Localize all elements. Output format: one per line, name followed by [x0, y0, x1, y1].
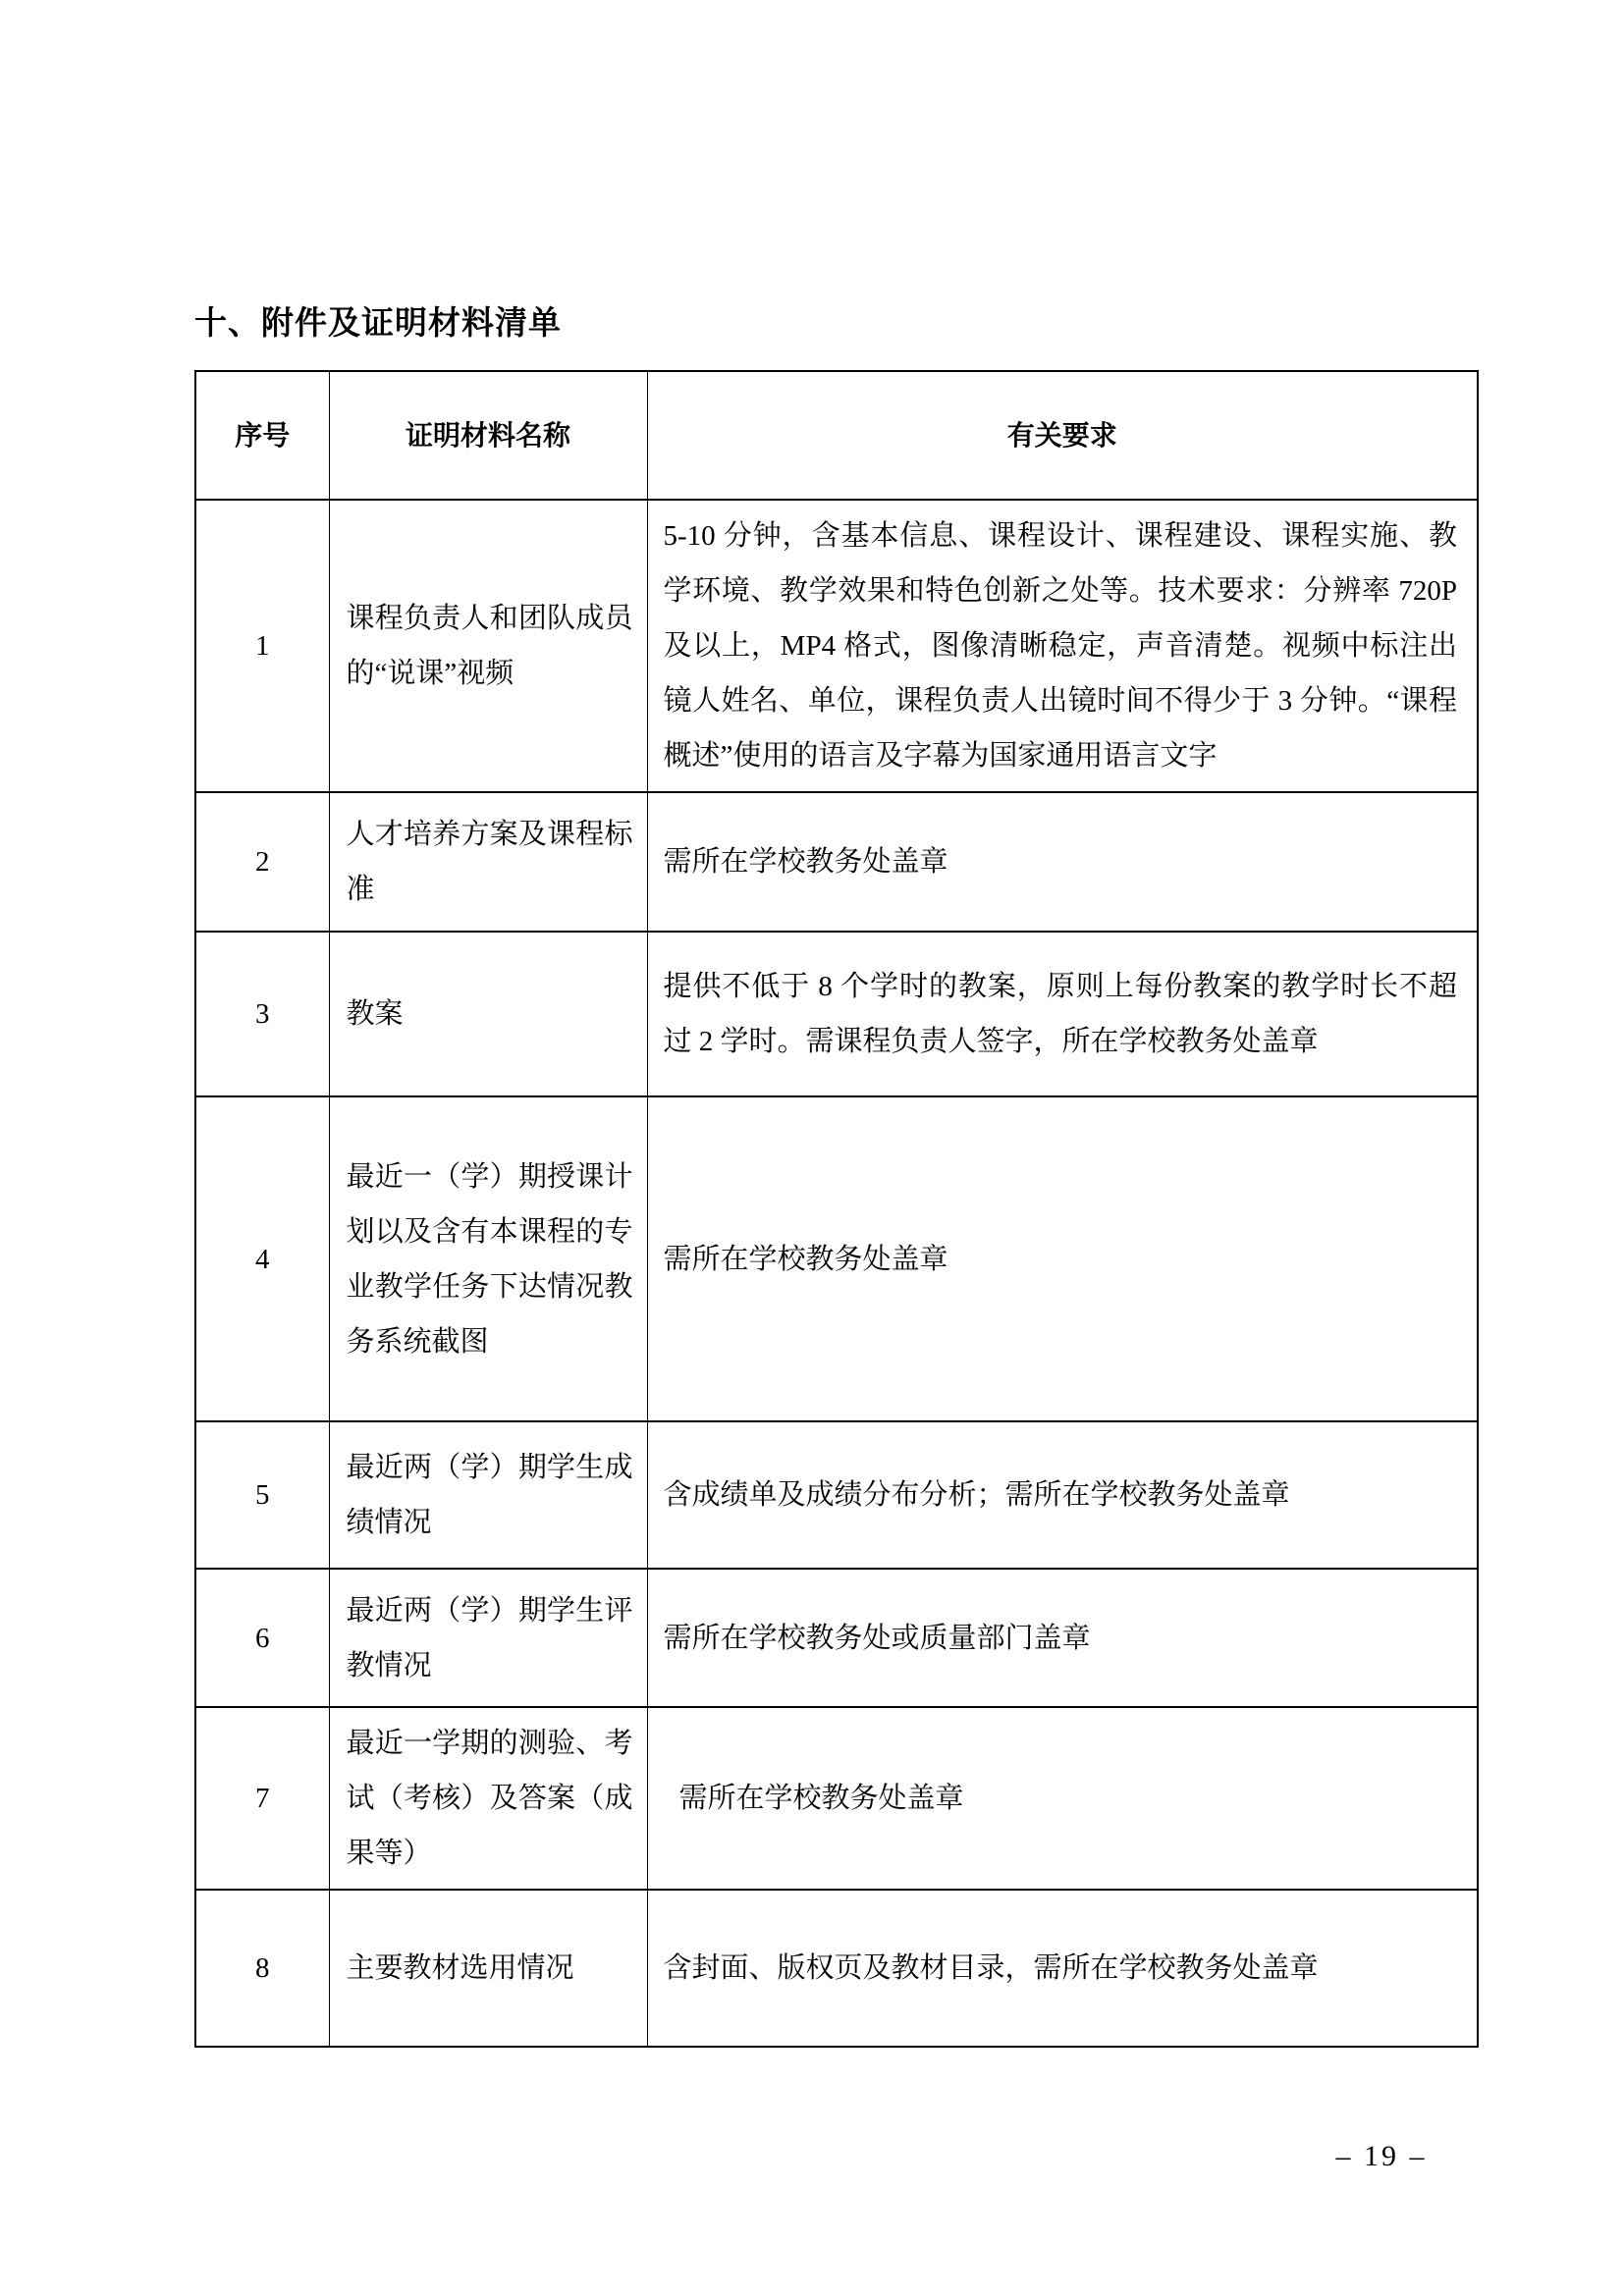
row-index-cell: 2: [195, 792, 329, 932]
materials-table: [194, 370, 1479, 2048]
material-name-cell: 主要教材选用情况: [329, 1890, 647, 2047]
requirement-cell: 含成绩单及成绩分布分析；需所在学校教务处盖章: [647, 1421, 1478, 1569]
material-name-cell: 人才培养方案及课程标准: [329, 792, 647, 932]
table-row: [195, 500, 1478, 792]
table-row: [195, 1569, 1478, 1707]
row-index-cell: 1: [195, 500, 329, 792]
requirement-cell: 5-10 分钟，含基本信息、课程设计、课程建设、课程实施、教学环境、教学效果和特色创新之处等。技术要求：分辨率 720P 及以上，MP4 格式，图像清晰稳定，声音清楚。视频中标注出镜人姓名、单位，课程负责人出镜时间不得少于 3 分钟。“课程概述”使用的语言及字幕为国家通用语言文字: [647, 500, 1478, 792]
table-row: [195, 1096, 1478, 1421]
material-name-cell: 教案: [329, 932, 647, 1096]
requirement-cell: 含封面、版权页及教材目录，需所在学校教务处盖章: [647, 1890, 1478, 2047]
material-name-cell: 最近两（学）期学生成绩情况: [329, 1421, 647, 1569]
material-name-cell: 最近两（学）期学生评教情况: [329, 1569, 647, 1707]
requirement-cell: 提供不低于 8 个学时的教案，原则上每份教案的教学时长不超过 2 学时。需课程负责人签字，所在学校教务处盖章: [647, 932, 1478, 1096]
requirement-cell: 需所在学校教务处或质量部门盖章: [647, 1569, 1478, 1707]
col-header-index: 序号: [195, 371, 329, 500]
col-header-requirements: 有关要求: [647, 371, 1478, 500]
table-row: [195, 1890, 1478, 2047]
table-header: [195, 371, 1478, 500]
col-header-material-name: 证明材料名称: [329, 371, 647, 500]
table-row: [195, 932, 1478, 1096]
requirement-cell: 需所在学校教务处盖章: [647, 792, 1478, 932]
row-index-cell: 4: [195, 1096, 329, 1421]
table-row: [195, 1421, 1478, 1569]
page-number: – 19 –: [1335, 2140, 1428, 2172]
row-index-cell: 3: [195, 932, 329, 1096]
requirement-cell: 需所在学校教务处盖章: [647, 1096, 1478, 1421]
material-name-cell: 课程负责人和团队成员的“说课”视频: [329, 500, 647, 792]
material-name-cell: 最近一（学）期授课计划以及含有本课程的专业教学任务下达情况教务系统截图: [329, 1096, 647, 1421]
row-index-cell: 7: [195, 1707, 329, 1890]
table-body: [195, 500, 1478, 2047]
row-index-cell: 5: [195, 1421, 329, 1569]
row-index-cell: 6: [195, 1569, 329, 1707]
section-title: 十、附件及证明材料清单: [194, 304, 562, 341]
table-row: [195, 792, 1478, 932]
requirement-cell: 需所在学校教务处盖章: [647, 1707, 1478, 1890]
table-row: [195, 1707, 1478, 1890]
row-index-cell: 8: [195, 1890, 329, 2047]
header-row: [195, 371, 1478, 500]
material-name-cell: 最近一学期的测验、考试（考核）及答案（成果等）: [329, 1707, 647, 1890]
